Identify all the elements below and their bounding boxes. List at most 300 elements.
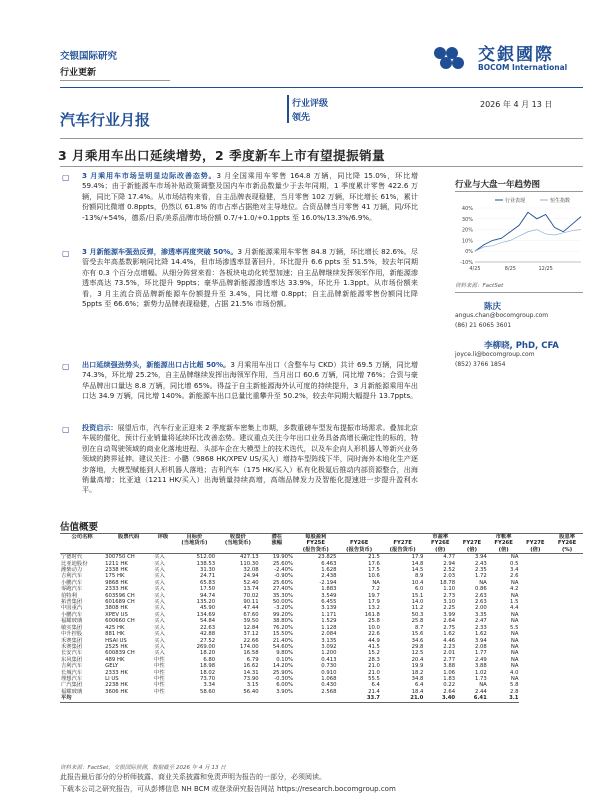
table-cell: 3.94	[474, 637, 487, 644]
table-cell: NA	[510, 656, 519, 663]
table-cell: 2.94	[443, 560, 456, 567]
table-cell: 25.8	[368, 618, 380, 625]
table-cell: 3.549	[321, 592, 337, 599]
table-cell: 2.08	[474, 643, 487, 650]
table-cell: 50.3	[411, 611, 424, 618]
table-cell: 603596 CH	[105, 592, 135, 599]
table-cell: 0.5	[510, 560, 519, 567]
chart-title: 行业与大盘一年趋势图	[455, 180, 541, 190]
table-cell: 35.30%	[272, 592, 294, 599]
table-cell: 长城汽车	[61, 669, 83, 676]
report-title: 汽车行业月报	[60, 111, 151, 129]
table-cell: 2.64	[443, 618, 456, 625]
x-tick-label: 8/25	[504, 266, 516, 272]
table-cell: 2.52	[443, 567, 456, 574]
table-cell: 小鹏汽车	[61, 611, 83, 618]
table-cell: -2.194	[319, 579, 337, 586]
table-cell: 47.44	[243, 605, 259, 612]
table-cell: 3.139	[321, 605, 337, 612]
section-2-lead: 3 月新能源车强劲反弹，渗透率再度突破 50%。	[82, 247, 238, 256]
table-cell: 34.8	[411, 675, 424, 682]
table-cell: (报告货币)	[337, 547, 380, 554]
y-tick-label: -10%	[460, 260, 473, 266]
table-cell: 4.77	[443, 554, 456, 561]
table-cell: (当地货币)	[181, 540, 208, 547]
table-cell: 17.9	[411, 554, 424, 561]
table-cell: 1.77	[474, 650, 487, 657]
table-cell: 512.00	[196, 554, 216, 561]
table-cell	[60, 547, 104, 554]
table-cell: 13.74	[243, 586, 259, 593]
table-cell: 70.02	[243, 592, 259, 599]
table-cell: 1.128	[321, 624, 337, 631]
table-cell: 4.46	[443, 637, 456, 644]
table-cell: 31.30	[199, 567, 216, 574]
table-cell: 0.730	[321, 663, 337, 670]
table-summary-row	[60, 695, 583, 702]
table-cell: 6.79	[246, 656, 259, 663]
table-cell: 6.455	[321, 599, 337, 606]
rating-value: 领先	[292, 113, 311, 123]
table-cell: 54.60%	[272, 643, 294, 650]
table-cell: 2.01	[443, 650, 456, 657]
table-cell: 3.15	[246, 682, 259, 689]
table-cell: -2.40%	[274, 567, 294, 574]
section-3-lead: 出口延续强劲势头，新能源出口占比超 50%。	[82, 360, 231, 369]
table-cell: 2.73	[443, 592, 456, 599]
table-cell: 9868 HK	[105, 579, 128, 586]
x-tick-label: 12/25	[538, 266, 553, 272]
table-cell: 1.72	[474, 573, 487, 580]
table-cell: 18.98	[199, 663, 216, 670]
table-cell: FY26E	[349, 540, 369, 547]
table-cell: 3.4	[510, 567, 519, 574]
table-cell: 6.00%	[276, 682, 294, 689]
table-cell: 25.90%	[272, 669, 294, 676]
table-cell: LI US	[105, 675, 119, 682]
table-cell: 6.4	[371, 682, 380, 689]
table-cell: 44.9	[368, 637, 380, 644]
table-cell: 0.910	[321, 669, 337, 676]
analyst-1-phone: (86) 21 6065 3601	[455, 322, 512, 329]
table-cell: 福耀玻璃	[61, 688, 83, 695]
table-cell: 中性	[154, 675, 165, 682]
table-cell: 425 HK	[105, 624, 125, 631]
divider	[455, 292, 583, 293]
table-cell: 买入	[154, 592, 165, 599]
table-cell	[104, 547, 153, 554]
table-cell: 中国重汽	[61, 605, 83, 612]
table-cell: 427.13	[240, 554, 259, 561]
table-cell: 市帐率	[488, 534, 520, 541]
table-source: 资料来源：FactSet，交银国际预测，数据截至 2026 年 4 月 13 日	[60, 765, 226, 771]
table-cell: 600660 CH	[105, 618, 135, 625]
table-cell	[173, 695, 216, 702]
divider	[60, 166, 583, 167]
table-cell: 6.4	[414, 682, 424, 689]
table-cell	[216, 695, 259, 702]
table-cell: NA	[510, 631, 519, 638]
table-cell: 2.568	[321, 688, 337, 695]
table-cell: 99.20%	[272, 611, 294, 618]
y-tick-label: 10%	[461, 238, 473, 245]
table-cell: 54.84	[199, 618, 216, 625]
table-cell: 1.83	[443, 675, 456, 682]
table-cell: 7.2	[371, 586, 380, 593]
report-date: 2026 年 4 月 13 日	[480, 100, 553, 109]
x-tick-label: 4/25	[469, 266, 481, 272]
table-cell: NA	[510, 675, 519, 682]
table-cell: 29.8	[411, 643, 424, 650]
table-cell: 0.430	[321, 682, 337, 689]
table-cell	[456, 534, 488, 541]
table-cell: 32.08	[243, 567, 259, 574]
table-cell: HSAI US	[105, 637, 127, 644]
logo-cn: 交銀國際	[478, 45, 554, 65]
table-cell: 21.0	[381, 695, 424, 702]
section-2-text: 3 月新能源乘用车零售 84.8 万辆，环比增长 82.6%。尽管受去年高基数影响同比降 14.4%，但市场渗透率显著回升，环比提升 6.6 ppts 至 51.5%，较去年同期亦有 0.3 个百分点增幅。从细分阵营来看：各板块电动化转型加速；自主品牌继续发挥领军作用，新能源渗透率高达 73.5%，环比提升 9ppts；豪华品牌新能源渗透率达 33.9%，环比升 1.3ppt。从市场份额来看，3 月主流合资品牌新能源车份额提升至 3.4%，同比增 0.8ppt；自主品牌新能源零售份额同比降 5ppts 至 66.6%；新势力品牌表现稳健，占据 21.5% 市场份额。	[82, 247, 418, 309]
table-cell: 9.80%	[276, 650, 294, 657]
table-cell: 3.1	[488, 695, 520, 702]
table-cell	[337, 534, 380, 541]
table-cell: 敏实集团	[61, 624, 83, 631]
table-cell: 买入	[154, 567, 165, 574]
table-cell: 58.60	[199, 688, 216, 695]
table-cell: 2.23	[443, 643, 456, 650]
table-cell: 买入	[154, 605, 165, 612]
table-cell: 20.4	[411, 656, 424, 663]
divider	[455, 191, 583, 192]
table-cell: 600839 CH	[105, 650, 135, 657]
table-cell	[153, 547, 173, 554]
table-cell: 中性	[154, 688, 165, 695]
bocom-logo	[430, 40, 580, 74]
table-cell: 11.2	[411, 605, 424, 612]
table-cell: NA	[510, 554, 519, 561]
table-cell: 1.73	[474, 675, 487, 682]
table-cell: 0.86	[474, 586, 487, 593]
table-cell: 21.0	[368, 669, 380, 676]
table-cell: 3.34	[203, 682, 216, 689]
table-cell: 0.413	[321, 656, 337, 663]
table-cell: 134.69	[196, 611, 216, 618]
table-cell	[260, 695, 294, 702]
trend-chart	[455, 196, 585, 276]
table-cell: 4.2	[510, 586, 519, 593]
table-cell: 广汽集团	[61, 682, 83, 689]
table-cell: 14.5	[411, 567, 424, 574]
bocom-logo-icon	[430, 40, 474, 74]
table-cell: 2525 HK	[105, 643, 128, 650]
table-cell: 22.63	[199, 624, 216, 631]
table-cell: NA	[510, 637, 519, 644]
table-cell: 中性	[154, 663, 165, 670]
table-cell: 6.80	[203, 656, 216, 663]
table-cell: 买入	[154, 650, 165, 657]
table-cell: 3.35	[474, 611, 487, 618]
table-cell: 3.135	[321, 637, 337, 644]
table-cell: 理想汽车	[61, 675, 83, 682]
table-cell: 2.35	[474, 567, 487, 574]
table-cell: 1.06	[443, 669, 456, 676]
table-cell: 买入	[154, 579, 165, 586]
table-cell: 0.22	[443, 682, 456, 689]
bullet-icon: ▢	[62, 173, 70, 182]
table-cell	[104, 695, 153, 702]
table-cell: 42.88	[199, 631, 216, 638]
table-cell: (报告货币)	[381, 547, 424, 554]
table-cell: 19.7	[368, 592, 380, 599]
table-cell: 14.8	[411, 560, 424, 567]
table-cell: 3.88	[443, 663, 456, 670]
table-cell: GELY	[105, 663, 119, 670]
rating-label: 行业评级	[292, 99, 329, 109]
table-cell: 禾赛集团	[61, 637, 83, 644]
table-cell: NA	[372, 579, 380, 586]
table-cell: 45.90	[199, 605, 216, 612]
table-cell: 21.40%	[272, 637, 294, 644]
table-cell: 41.5	[368, 643, 380, 650]
table-cell: 2.084	[321, 631, 337, 638]
table-cell: 21.0	[368, 663, 380, 670]
table-cell: 3808 HK	[105, 605, 128, 612]
table-cell: 17.6	[368, 560, 380, 567]
table-cell: 3.94	[474, 554, 487, 561]
table-cell: 138.53	[196, 560, 216, 567]
table-cell: 2.8	[510, 688, 519, 695]
table-cell: 2.77	[443, 656, 456, 663]
report-type: 行业更新	[60, 68, 97, 78]
table-cell: 买入	[154, 573, 165, 580]
table-cell: 16.62	[243, 663, 259, 670]
table-cell: (倍)	[519, 547, 551, 554]
table-cell: 潜在	[260, 534, 294, 541]
table-cell: 1.529	[321, 618, 337, 625]
table-cell: 25.60%	[272, 560, 294, 567]
table-cell: 股息率	[551, 534, 583, 541]
table-cell: NA	[479, 682, 487, 689]
table-cell: 中性	[154, 656, 165, 663]
table-cell	[216, 547, 259, 554]
table-cell: 18.78	[439, 579, 456, 586]
table-cell: 15.50%	[272, 631, 294, 638]
table-cell: 23.825	[317, 554, 337, 561]
bullet-icon: ▢	[62, 425, 70, 434]
table-cell: FY27E	[526, 540, 545, 547]
table-cell: 135.20	[196, 599, 216, 606]
table-cell: 52.40	[243, 579, 259, 586]
table-cell: 90.11	[243, 599, 259, 606]
table-cell: 269.00	[196, 643, 216, 650]
table-cell: 买入	[154, 611, 165, 618]
table-cell: 10.4	[411, 579, 424, 586]
table-cell: 2.438	[321, 573, 337, 580]
table-cell: 2.43	[474, 560, 487, 567]
section-3	[82, 360, 418, 402]
table-cell: 18.2	[411, 669, 424, 676]
table-cell: 24.94	[243, 573, 259, 580]
table-cell: 伯特利	[61, 592, 77, 599]
table-cell: 76.20%	[272, 624, 294, 631]
disclaimer-line-2[interactable]: 下载本公司之研究报告，可从彭博信息 NH BCM 或登录研究报告网站 https://research.bocomgroup.com	[60, 785, 396, 793]
table-cell	[173, 547, 216, 554]
table-cell: 1.883	[321, 586, 337, 593]
table-cell: 601689 CH	[105, 599, 135, 606]
table-cell: 禾赛集团	[61, 643, 83, 650]
analyst-1-email[interactable]: angus.chan@bocomgroup.com	[455, 312, 549, 319]
table-cell: 1211 HK	[105, 560, 128, 567]
table-cell: 评级	[153, 534, 173, 541]
table-cell: 公司名称	[60, 534, 104, 541]
table-cell: 6.0	[414, 586, 424, 593]
table-cell	[381, 534, 424, 541]
divider	[60, 138, 583, 139]
table-cell: 6.41	[456, 695, 488, 702]
table-cell: 33.7	[337, 695, 380, 702]
table-cell: 10.0	[368, 624, 380, 631]
table-cell: 4.0	[510, 669, 519, 676]
legend-label: 恒生指数	[550, 198, 571, 204]
table-cell: 3.40	[424, 695, 456, 702]
table-cell: 3606 HK	[105, 688, 128, 695]
table-cell: 每股盈利	[294, 534, 337, 541]
table-cell: 1.62	[443, 631, 456, 638]
table-cell: 94.74	[199, 592, 216, 599]
section-4	[82, 423, 418, 496]
table-cell: 8.7	[414, 624, 424, 631]
valuation-table	[60, 533, 583, 703]
analyst-2-email[interactable]: joyce.li@bocomgroup.com	[455, 351, 535, 358]
table-cell: 25.8	[411, 618, 424, 625]
table-cell: NA	[510, 618, 519, 625]
table-cell: 22.66	[243, 637, 259, 644]
table-cell: 3.10	[443, 599, 456, 606]
table-cell: 3.092	[321, 643, 337, 650]
table-cell: 55.5	[368, 675, 380, 682]
table-cell	[153, 695, 173, 702]
table-cell: 买入	[154, 631, 165, 638]
table-cell: 潍柴动力	[61, 567, 83, 574]
table-cell: -0.90%	[274, 573, 294, 580]
table-cell: 1.5	[510, 599, 519, 606]
legend-label: 行业表现	[505, 198, 526, 204]
table-cell: 15.1	[411, 592, 424, 599]
table-cell: 12.5	[411, 650, 424, 657]
table-cell: 3.90%	[276, 688, 294, 695]
table-cell: 27.52	[199, 637, 216, 644]
table-cell: 3.88	[474, 663, 487, 670]
table-cell	[294, 695, 337, 702]
table-cell: 拓普集团	[61, 599, 83, 606]
table-cell: 福耀玻璃	[61, 618, 83, 625]
section-1-text: 3 月全国乘用车零售 164.8 万辆，同比降 15.0%，环比增 59.4%；由于新能源车市场补贴政策调整及国内车市新品数量少于去年同期，1 季度累计零售 422.6 万辆，同比下降 17.4%。从市场结构来看，自主品牌表现稳健，当月零售 102 万辆，环比增长 61%，累计份额同比微增 0.8ppts，仍然以 61.8% 的市占率占据绝对主导地位。合资品牌当月零售 41 万辆，同/环比 -13%/+54%，德系/日系/美系品牌市场份额 0.7/+1.0/+0.1ppts 至 16.0%/13.3%/6.9%。	[82, 171, 419, 222]
table-cell: 目标价	[173, 534, 216, 541]
table-cell: 1.62	[474, 631, 487, 638]
table-cell: 吉利汽车	[61, 663, 83, 670]
table-cell: NA	[510, 643, 519, 650]
table-cell: 14.0	[411, 599, 424, 606]
y-tick-label: 0%	[465, 249, 473, 256]
table-cell: 17.50	[199, 586, 216, 593]
table-cell: 零跑汽车	[61, 586, 83, 593]
table-cell: 37.12	[243, 631, 259, 638]
table-cell: 买入	[154, 586, 165, 593]
table-cell: 25.60%	[272, 579, 294, 586]
table-cell: 15.2	[368, 650, 380, 657]
table-cell: 2338 HK	[105, 567, 128, 574]
chart-source: 资料来源：FactSet	[455, 283, 504, 289]
table-cell: 中升控股	[61, 631, 83, 638]
table-cell: 2.49	[474, 656, 487, 663]
bullet-icon: ▢	[62, 362, 70, 371]
table-cell: 2.63	[474, 599, 487, 606]
section-2	[82, 247, 418, 309]
section-4-lead: 投资启示：	[82, 423, 118, 432]
table-cell: 2.64	[443, 688, 456, 695]
y-tick-label: 20%	[461, 227, 473, 234]
table-cell: 19.9	[411, 663, 424, 670]
table-cell: (倍)	[488, 547, 520, 554]
table-cell: 8.9	[414, 573, 424, 580]
table-cell: 买入	[154, 554, 165, 561]
table-cell: 14.31	[243, 669, 259, 676]
table-cell: 73.90	[243, 675, 259, 682]
table-cell: 12.84	[243, 624, 259, 631]
table-cell: 16.58	[243, 650, 259, 657]
firm-name: 交银国际研究	[60, 51, 118, 62]
table-cell: 10.6	[368, 573, 380, 580]
y-tick-label: 40%	[461, 206, 473, 212]
table-cell: 6.463	[321, 560, 337, 567]
table-header-row	[60, 547, 583, 554]
table-cell: 21.5	[368, 554, 380, 561]
table-cell: NA	[510, 663, 519, 670]
table-cell: 174.00	[240, 643, 259, 650]
table-cell: 3.99	[443, 611, 456, 618]
bullet-icon: ▢	[62, 249, 70, 258]
table-cell: 小鹏汽车	[61, 579, 83, 586]
table-cell: (%)	[551, 547, 583, 554]
table-cell: 股票代码	[104, 534, 153, 541]
logo-en: BOCOM International	[478, 63, 568, 72]
table-cell: 56.40	[243, 688, 259, 695]
section-1-lead: 3 月乘用车市场呈明显边际改善态势。	[82, 171, 217, 180]
table-cell: FY25E	[306, 540, 325, 547]
table-cell: 市盈率	[424, 534, 456, 541]
table-cell: 比亚迪股份	[61, 560, 88, 567]
table-cell: 2.47	[474, 618, 487, 625]
table-cell: FY26E	[557, 540, 577, 547]
table-cell: 73.70	[199, 675, 216, 682]
table-cell: 2333 HK	[105, 586, 128, 593]
table-cell: 东风集团	[61, 656, 83, 663]
table-cell: 13.2	[368, 605, 380, 612]
table-cell: 买入	[154, 599, 165, 606]
y-tick-label: 30%	[461, 216, 473, 223]
header-rule	[60, 87, 583, 88]
table-cell: 161.8	[364, 611, 380, 618]
table-cell: (报告货币)	[294, 547, 337, 554]
table-cell: 22.6	[368, 631, 380, 638]
table-cell: -3.20%	[274, 605, 294, 612]
table-cell: NA	[510, 611, 519, 618]
table-cell: 38.80%	[272, 618, 294, 625]
table-cell: 110.30	[240, 560, 259, 567]
table-cell: 0.10%	[276, 656, 294, 663]
table-cell: 39.50	[243, 618, 259, 625]
table-cell: NA	[510, 650, 519, 657]
table-cell: 买入	[154, 618, 165, 625]
